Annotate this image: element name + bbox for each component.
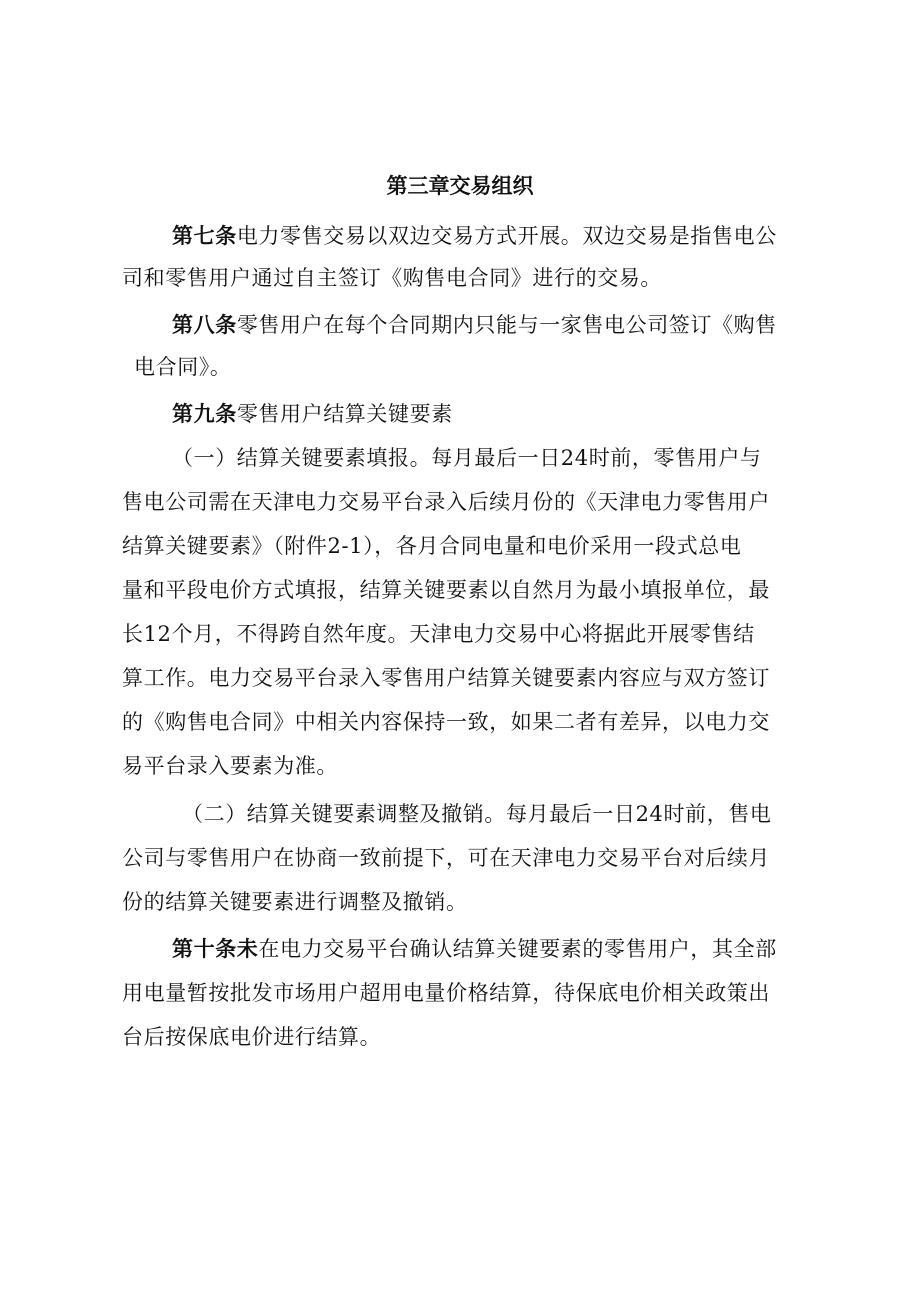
item-1-text-1: （一）结算关键要素填报。每月最后一日24时前，零售用户与 [172,446,762,470]
chapter-title: 第三章交易组织 [386,174,534,198]
item-1-text-7: 的《购售电合同》中相关内容保持一致，如果二者有差异，以电力交 [122,710,770,734]
article-8-text-2: 电合同》。 [134,355,232,379]
article-9-line [172,398,453,430]
article-7-line-1 [172,220,777,252]
article-9-text: 零售用户结算关键要素 [236,402,453,426]
article-7-text-1: 电力零售交易以双边交易方式开展。双边交易是指售电公 [236,224,777,248]
item-1-text-8: 易平台录入要素为准。 [122,754,338,778]
article-7-text-2: 司和零售用户通过自主签订《购售电合同》进行的交易。 [122,266,662,290]
item-2-text-1: （二）结算关键要素调整及撤销。每月最后一日24时前，售电 [182,802,772,826]
article-10-line-1 [172,933,777,965]
article-7-label: 第七条 [172,224,237,248]
article-8-label: 第八条 [172,313,237,337]
article-8-text-1: 零售用户在每个合同期内只能与一家售电公司签订《购售 [236,313,777,337]
item-1-text-2: 售电公司需在天津电力交易平台录入后续月份的《天津电力零售用户 [122,490,770,514]
item-1-text-5: 长12个月，不得跨自然年度。天津电力交易中心将据此开展零售结 [122,622,755,646]
article-8-line-1 [172,309,777,341]
article-10-text-1: 在电力交易平台确认结算关键要素的零售用户，其全部 [258,937,777,961]
article-10-text-2: 用电量暂按批发市场用户超用电量价格结算，待保底电价相关政策出 [122,981,770,1005]
item-1-text-6: 算工作。电力交易平台录入零售用户结算关键要素内容应与双方签订 [122,666,770,690]
article-9-label: 第九条 [172,402,237,426]
item-1-text-3: 结算关键要素》（附件2-1），各月合同电量和电价采用一段式总电 [122,534,742,558]
item-1-text-4: 量和平段电价方式填报，结算关键要素以自然月为最小填报单位，最 [122,578,770,602]
item-2-text-2: 公司与零售用户在协商一致前提下，可在天津电力交易平台对后续月 [122,846,770,870]
article-10-text-3: 台后按保底电价进行结算。 [122,1025,382,1049]
article-10-label: 第十条未 [172,937,259,961]
item-2-text-3: 份的结算关键要素进行调整及撤销。 [122,890,468,914]
